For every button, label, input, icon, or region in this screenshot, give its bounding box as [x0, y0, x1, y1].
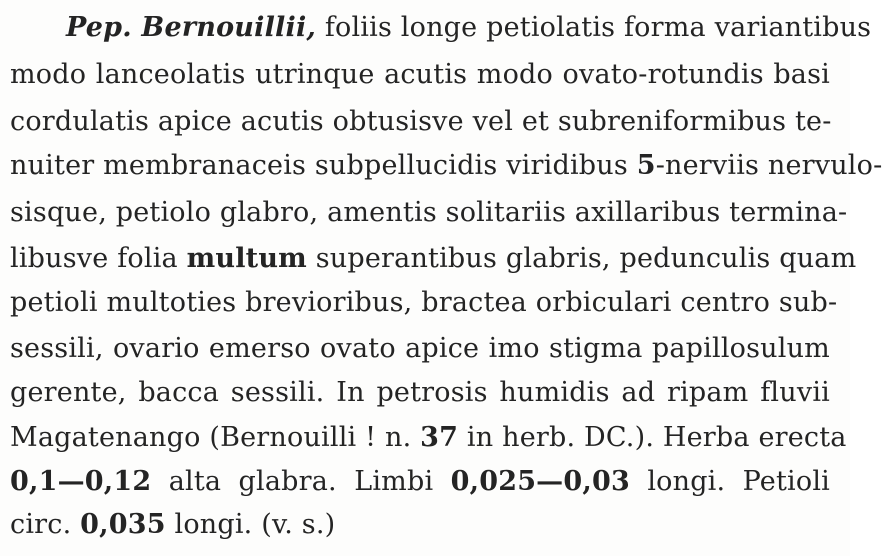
text-line-1: [66, 6, 872, 50]
text-line-9: [10, 371, 830, 415]
specimen-number: 37: [420, 422, 459, 453]
text-line-11: [10, 460, 830, 504]
petiole-length: 0,035: [80, 509, 166, 540]
text-line-6: [10, 237, 857, 281]
text-line-5: [10, 191, 848, 235]
line-12-text-b: longi. (v. s.): [165, 509, 336, 540]
line-4-text-a: nuiter membranaceis subpellucidis viridibus: [10, 150, 637, 181]
line-8-text: sessili, ovario emerso ovato apice imo stigma papillosulum: [10, 333, 830, 364]
line-3-text: cordulatis apice acutis obtusisve vel et subreniformibus te-: [10, 106, 832, 137]
species-name: Pep. Bernouillii,: [66, 12, 317, 43]
line-4-text-b: -nerviis nervulo-: [655, 150, 882, 181]
text-line-10: [10, 416, 847, 460]
text-line-3: [10, 100, 830, 144]
text-line-4: [10, 144, 882, 188]
line-2-text: modo lanceolatis utrinque acutis modo ovato-rotundis basi: [10, 59, 830, 90]
line-12-text-a: circ.: [10, 509, 81, 540]
line-10-text-b: in herb. DC.). Herba erecta: [458, 422, 847, 453]
line-7-text: petioli multoties brevioribus, bractea orbiculari centro sub-: [10, 287, 838, 318]
line-6-text-b: superantibus glabris, pedunculis quam: [306, 243, 857, 274]
line-1-text: foliis longe petiolatis forma variantibus: [324, 12, 872, 43]
text-line-2: [10, 53, 830, 97]
height-range: 0,1—0,12: [10, 466, 152, 497]
line-9-text: gerente, bacca sessili. In petrosis humidis ad ripam fluvii: [10, 377, 830, 408]
text-line-12: [10, 503, 830, 547]
text-line-7: [10, 281, 838, 325]
line-10-text-a: Magatenango (Bernouilli ! n.: [10, 422, 421, 453]
text-line-8: [10, 327, 830, 371]
limb-length-range: 0,025—0,03: [450, 466, 630, 497]
line-6-bold-word: multum: [186, 243, 307, 274]
nerve-count: 5: [636, 150, 656, 181]
line-5-text: sisque, petiolo glabro, amentis solitariis axillaribus termina-: [10, 197, 848, 228]
line-11-text-b: longi. Petioli: [629, 466, 830, 497]
line-11-text-a: alta glabra. Limbi: [151, 466, 451, 497]
line-6-text-a: libusve folia: [10, 243, 187, 274]
